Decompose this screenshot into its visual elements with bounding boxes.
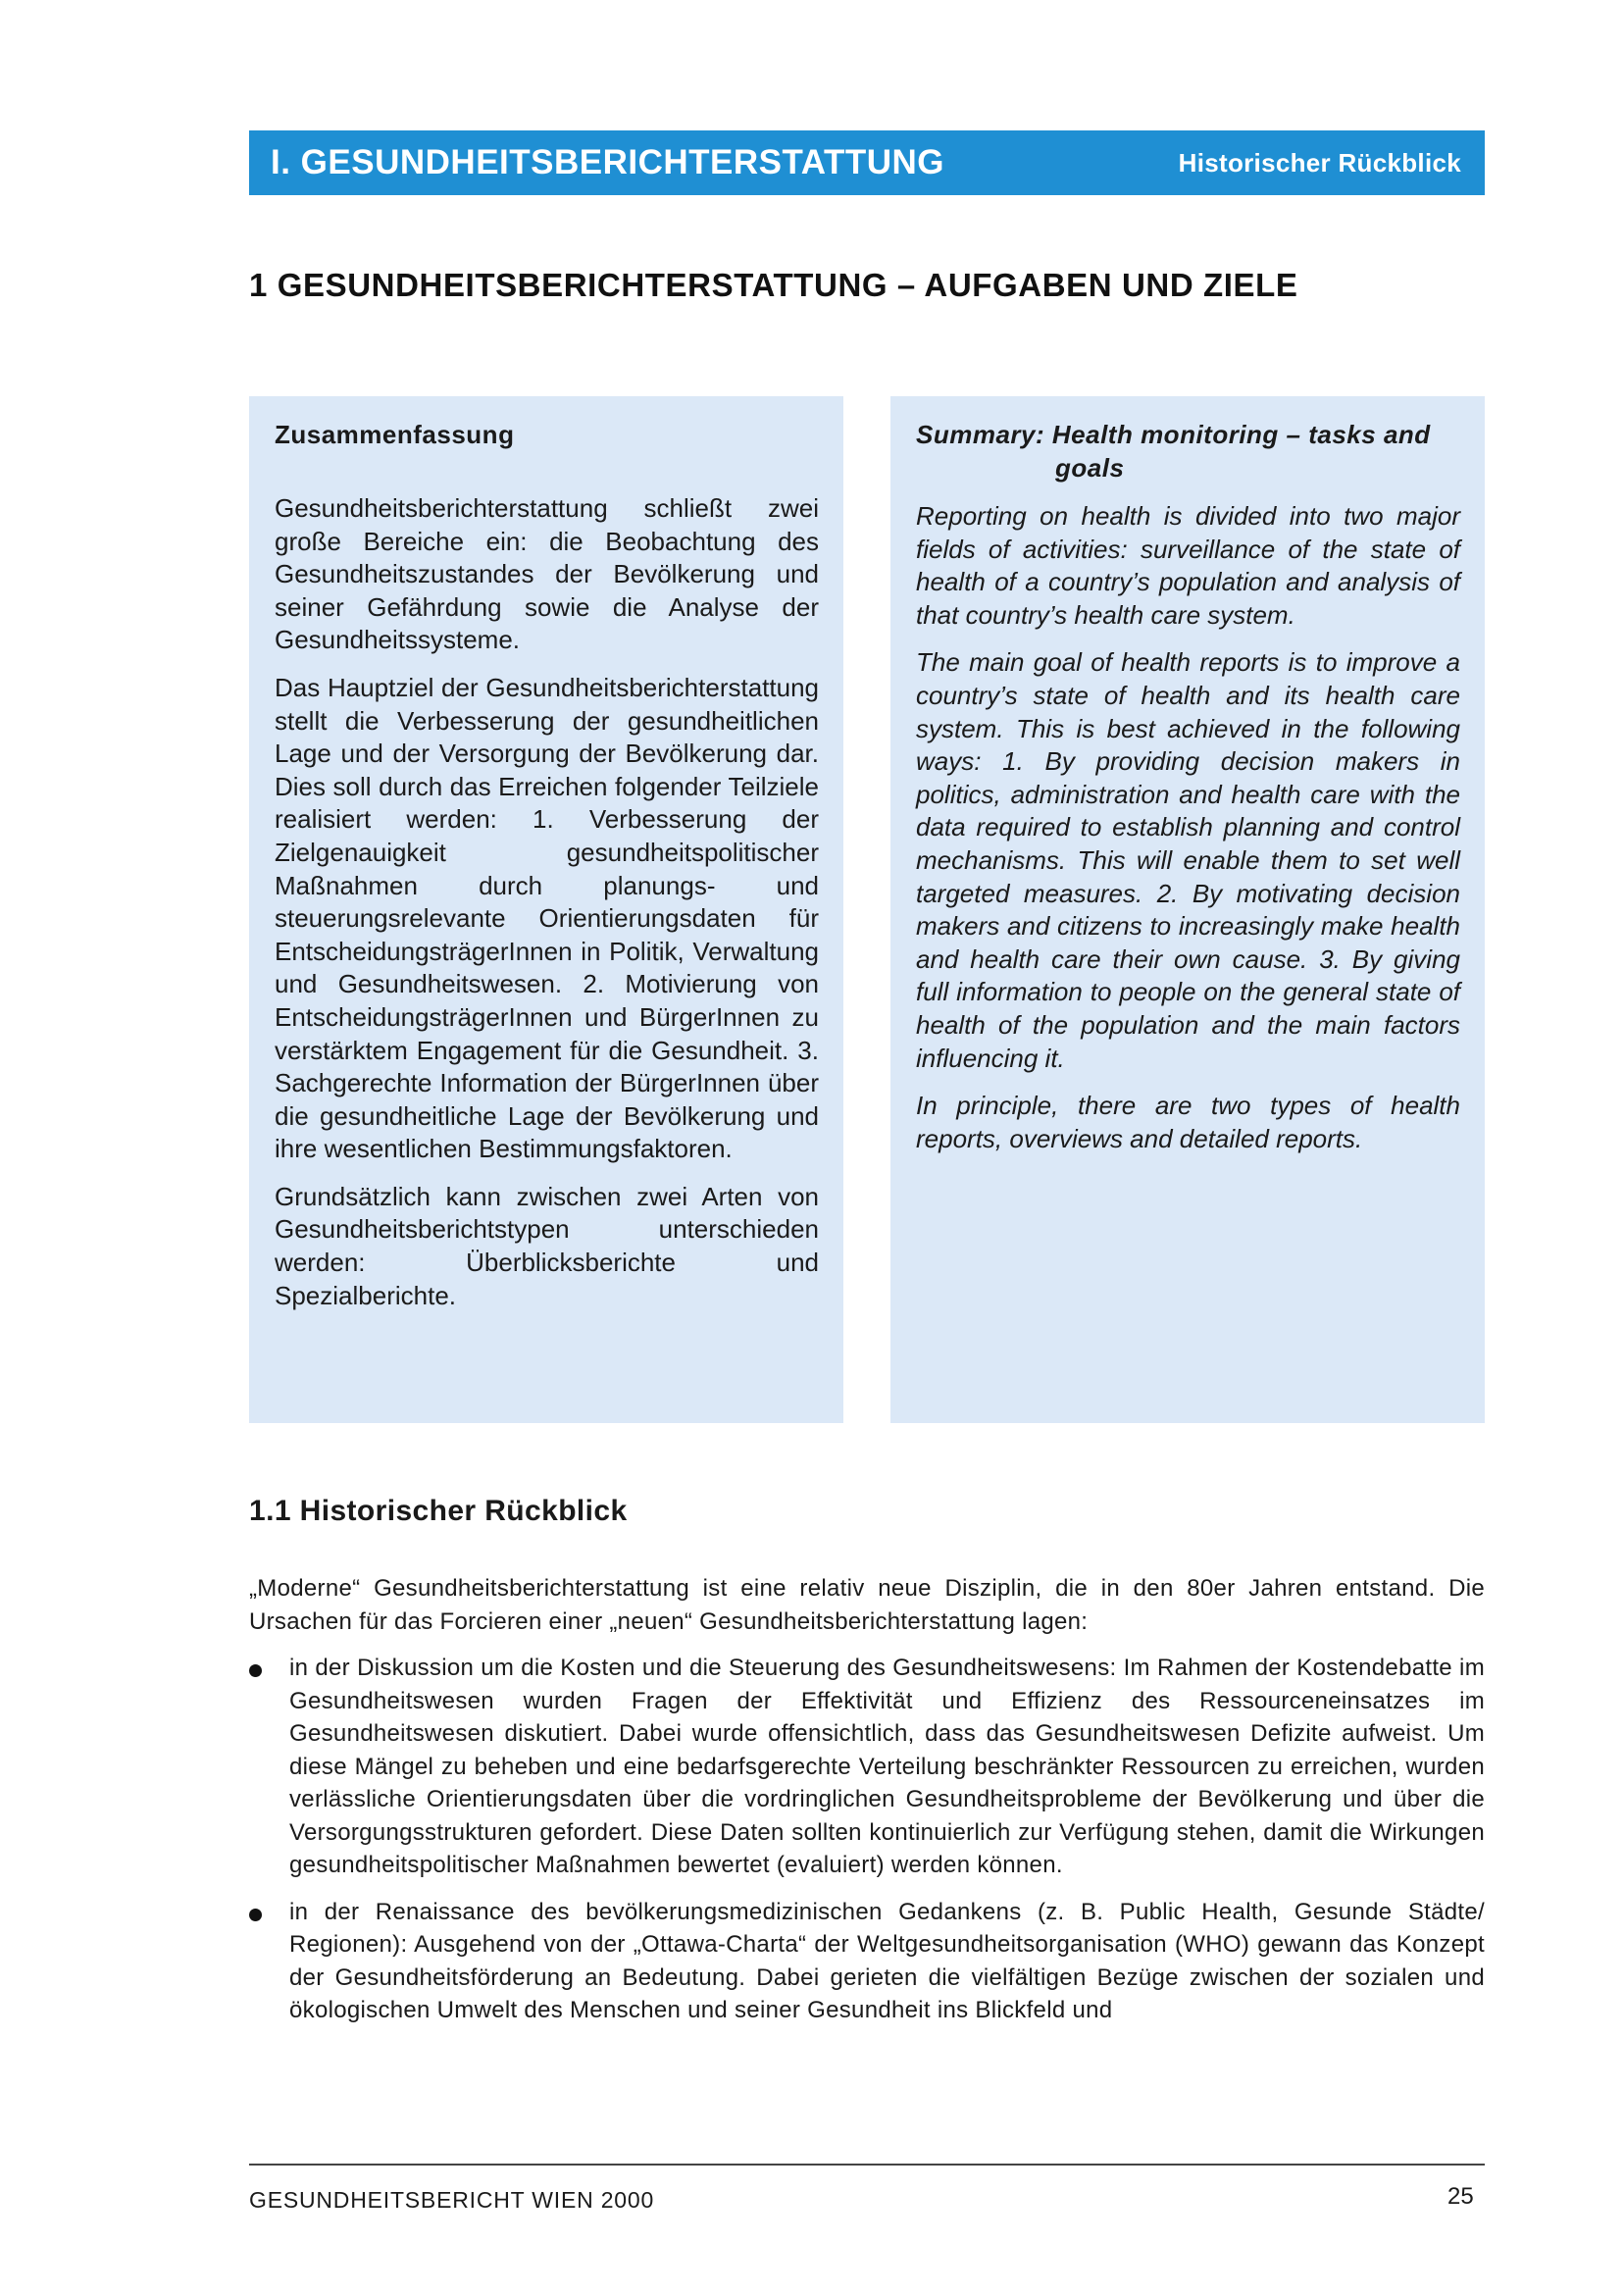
footer-divider (249, 2164, 1485, 2166)
page-number: 25 (1447, 2183, 1474, 2210)
summary-paragraph: Das Hauptziel der Gesundheitsberichterstattung stellt die Verbesserung der gesundheitlichen Lage und der Versorgung der Bevölkerung dar. Dies soll durch das Erreichen folgender Teilziele realisiert werden: 1. Verbesserung der Zielgenauigkeit gesundheitspolitischer Maßnahmen durch planungs- und steuerungsrelevante Orientierungsdaten für EntscheidungsträgerInnen in Politik, Verwaltung und Gesundheitswesen. 2. Motivierung von EntscheidungsträgerInnen und BürgerInnen zu verstärktem Engagement für die Gesundheit. 3. Sachgerechte Information der BürgerInnen über die gesundheitliche Lage der Bevölkerung und ihre wesentlichen Bestimmungsfaktoren. (275, 672, 819, 1164)
chapter-title: 1 GESUNDHEITSBERICHTERSTATTUNG – AUFGABEN UND ZIELE (249, 267, 1298, 303)
list-item-text: in der Renaissance des bevölkerungsmedizinischen Gedankens (z. B. Public Health, Gesunde Städte/ Regionen): Ausgehend von der „Ottawa-Charta“ der Weltgesundheitsorganisation (WHO) gewann das Konzept der Gesundheitsförderung an Bedeutung. Dabei gerieten die vielfältigen Bezüge zwischen der sozialen und ökologischen Umwelt des Menschen und seiner Gesundheit ins Blickfeld und (289, 1898, 1485, 2023)
chapter-banner (249, 130, 1485, 195)
summary-paragraph: Gesundheitsberichterstattung schließt zwei große Bereiche ein: die Beobachtung des Gesundheitszustandes der Bevölkerung und seiner Gefährdung sowie die Analyse der Gesundheitssysteme. (275, 493, 819, 655)
summary-paragraph: Reporting on health is divided into two major fields of activities: surveillance of the state of health of a country’s population and analysis of that country’s health care system. (916, 501, 1460, 630)
summary-heading-english-line2: goals (1055, 453, 1125, 483)
intro-paragraph: „Moderne“ Gesundheitsberichterstattung ist eine relativ neue Disziplin, die in den 80er Jahren entstand. Die Ursachen für das Forcieren einer „neuen“ Gesundheitsberichterstattung lagen: (249, 1575, 1485, 1635)
summary-box-german (249, 396, 843, 1423)
list-item (249, 1896, 1485, 2027)
list-item (249, 1652, 1485, 1882)
summary-heading-german: Zusammenfassung (275, 420, 515, 449)
bullet-icon (249, 1909, 262, 1921)
summary-paragraph: In principle, there are two types of health reports, overviews and detailed reports. (916, 1091, 1460, 1153)
bullet-icon (249, 1664, 262, 1677)
summary-heading-english (916, 418, 1460, 484)
summary-paragraph: Grundsätzlich kann zwischen zwei Arten von Gesundheitsberichtstypen unterschieden werden: Überblicksberichte und Spezialberichte. (275, 1181, 819, 1310)
body-text (249, 1572, 1485, 2041)
section-title: 1.1 Historischer Rückblick (249, 1495, 628, 1527)
summary-box-english (890, 396, 1485, 1423)
banner-title: I. GESUNDHEITSBERICHTERSTATTUNG (271, 143, 944, 181)
list-item-text: in der Diskussion um die Kosten und die Steuerung des Gesundheitswesens: Im Rahmen der Kostendebatte im Gesundheitswesen wurden Fragen der Effektivität und Effizienz des Ressourceneinsatzes im Gesundheitswesen diskutiert. Dabei wurde offensichtlich, dass das Gesundheitswesen Defizite aufweist. Um diese Mängel zu beheben und eine bedarfsgerechte Verteilung beschränkter Ressourcen zu erreichen, wurden verlässliche Orientierungsdaten über die vordringlichen Gesundheitsprobleme der Bevölkerung und über die Versorgungsstrukturen gefordert. Diese Daten sollten kontinuierlich zur Verfügung stehen, damit die Wirkungen gesundheitspolitischer Maßnahmen bewertet (evaluiert) werden können. (289, 1655, 1485, 1878)
summary-heading-english-line1: Summary: Health monitoring – tasks and (916, 420, 1431, 449)
footer-publication: GESUNDHEITSBERICHT WIEN 2000 (249, 2187, 655, 2213)
summary-paragraph: The main goal of health reports is to improve a country’s state of health and its health care system. This is best achieved in the following ways: 1. By providing decision makers in politics, administration and health care with the data required to establish planning and control mechanisms. This will enable them to set well targeted measures. 2. By motivating decision makers and citizens to increasingly make health and health care their own cause. 3. By giving full information to people on the general state of health of the population and the main factors influencing it. (916, 647, 1460, 1073)
banner-section-label: Historischer Rückblick (1178, 147, 1461, 178)
